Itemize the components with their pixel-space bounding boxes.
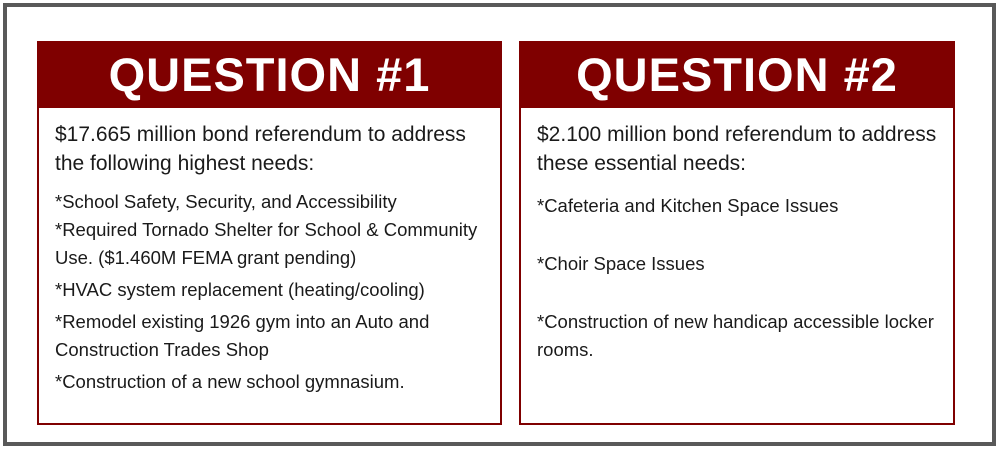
question-1-panel — [37, 41, 502, 425]
need-item: *Required Tornado Shelter for School & Community Use. ($1.460M FEMA grant pending) — [55, 219, 478, 268]
need-item: *Construction of a new school gymnasium. — [55, 371, 405, 392]
need-item: *Choir Space Issues — [537, 253, 705, 274]
need-item: *HVAC system replacement (heating/cooling) — [55, 279, 425, 300]
need-item: *School Safety, Security, and Accessibility — [55, 191, 397, 212]
question-2-needs-list — [537, 192, 939, 364]
question-1-intro: $17.665 million bond referendum to address the following highest needs: — [55, 123, 466, 175]
question-1-title: QUESTION #1 — [37, 41, 502, 108]
question-2-intro: $2.100 million bond referendum to address these essential needs: — [537, 123, 937, 175]
need-item: *Cafeteria and Kitchen Space Issues — [537, 195, 839, 216]
need-item: *Remodel existing 1926 gym into an Auto and Construction Trades Shop — [55, 311, 430, 360]
question-1-needs-list — [55, 188, 486, 396]
question-2-panel — [519, 41, 955, 425]
question-2-body — [519, 108, 955, 425]
question-1-body — [37, 108, 502, 425]
need-item: *Construction of new handicap accessible locker rooms. — [537, 311, 934, 360]
question-2-title: QUESTION #2 — [519, 41, 955, 108]
